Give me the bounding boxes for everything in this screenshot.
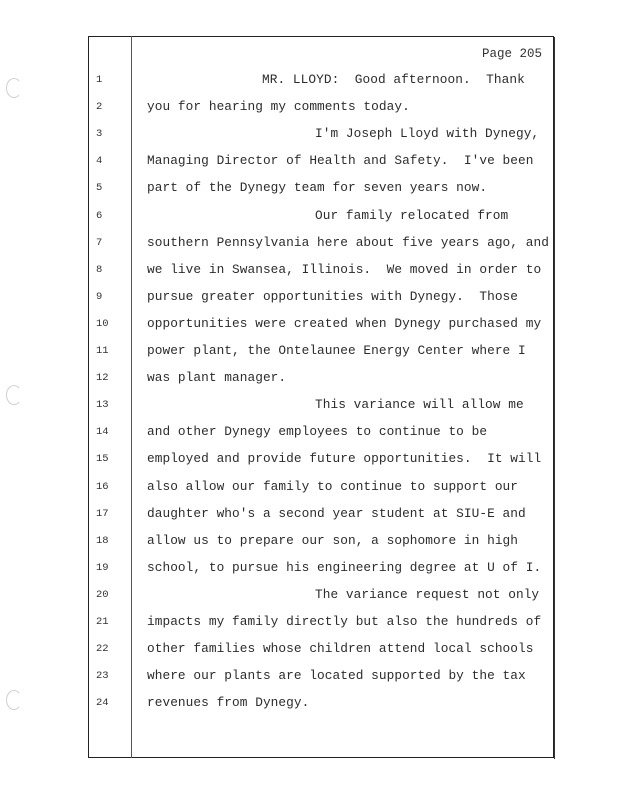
line-text: The variance request not only (315, 586, 540, 602)
line-text: and other Dynegy employees to continue to be (147, 424, 488, 440)
line-number: 22 (96, 643, 109, 656)
line-number: 16 (96, 480, 109, 493)
line-text: Our family relocated from (315, 207, 509, 223)
line-number: 18 (96, 534, 109, 547)
line-number: 14 (96, 426, 109, 439)
line-text: school, to pursue his engineering degree at U of I. (147, 559, 542, 575)
line-number: 1 (96, 74, 103, 86)
line-text: revenues from Dynegy. (147, 695, 310, 711)
transcript-line (0, 506, 560, 533)
line-text: part of the Dynegy team for seven years now. (147, 180, 488, 196)
line-text: southern Pennsylvania here about five years ago, and (147, 234, 549, 250)
line-text: allow us to prepare our son, a sophomore in high (147, 532, 519, 548)
line-number: 17 (96, 507, 109, 520)
line-number: 5 (96, 182, 103, 195)
line-number: 6 (96, 209, 103, 222)
transcript-line (0, 451, 560, 478)
line-text: pursue greater opportunities with Dynegy. Those (147, 288, 519, 304)
line-number: 23 (96, 670, 109, 683)
transcript-line (0, 72, 560, 99)
transcript-line (0, 126, 560, 153)
transcript-line (0, 397, 560, 424)
transcript-line (0, 614, 560, 641)
line-text: impacts my family directly but also the hundreds of (147, 614, 542, 629)
transcript-line (0, 262, 560, 289)
line-text: This variance will allow me (315, 397, 524, 413)
line-text: you for hearing my comments today. (147, 99, 410, 115)
transcript-line (0, 533, 560, 560)
line-text: employed and provide future opportunities. It will (147, 451, 542, 467)
transcript-line (0, 641, 560, 668)
transcript-line (0, 235, 560, 262)
line-number: 2 (96, 101, 103, 114)
line-number: 11 (96, 345, 109, 357)
line-number: 4 (96, 155, 103, 168)
line-text: MR. LLOYD: Good afternoon. Thank (262, 72, 525, 87)
line-text: other families whose children attend local schools (147, 641, 534, 657)
line-number: 12 (96, 372, 109, 385)
transcript-line (0, 560, 560, 587)
line-number: 13 (96, 399, 109, 412)
transcript-line (0, 479, 560, 506)
transcript-line (0, 668, 560, 695)
transcript-line (0, 695, 560, 722)
line-number: 20 (96, 588, 109, 601)
line-number: 3 (96, 128, 103, 141)
transcript-line (0, 424, 560, 451)
transcript-line (0, 343, 560, 370)
line-text: I'm Joseph Lloyd with Dynegy, (315, 126, 540, 142)
line-number: 10 (96, 317, 109, 330)
line-number: 21 (96, 616, 109, 628)
line-number: 15 (96, 453, 109, 466)
line-text: power plant, the Ontelaunee Energy Center where I (147, 343, 526, 358)
line-number: 9 (96, 290, 103, 303)
line-number: 24 (96, 697, 109, 710)
line-text: was plant manager. (147, 370, 287, 386)
transcript-line (0, 289, 560, 316)
transcript-line (0, 370, 560, 397)
line-text: Managing Director of Health and Safety. I've been (147, 153, 534, 169)
line-number: 7 (96, 236, 103, 249)
transcript-line (0, 587, 560, 614)
transcript-line (0, 208, 560, 235)
line-text: opportunities were created when Dynegy purchased my (147, 315, 542, 331)
page-number: Page 205 (481, 47, 542, 61)
line-text: daughter who's a second year student at SIU-E and (147, 505, 526, 521)
line-number: 8 (96, 263, 103, 276)
line-text: also allow our family to continue to support our (147, 478, 519, 494)
line-text: where our plants are located supported by the tax (147, 668, 526, 684)
transcript-line (0, 316, 560, 343)
line-number: 19 (96, 561, 109, 574)
transcript-line (0, 153, 560, 180)
transcript-line (0, 180, 560, 207)
line-text: we live in Swansea, Illinois. We moved in order to (147, 261, 542, 277)
transcript-line (0, 99, 560, 126)
